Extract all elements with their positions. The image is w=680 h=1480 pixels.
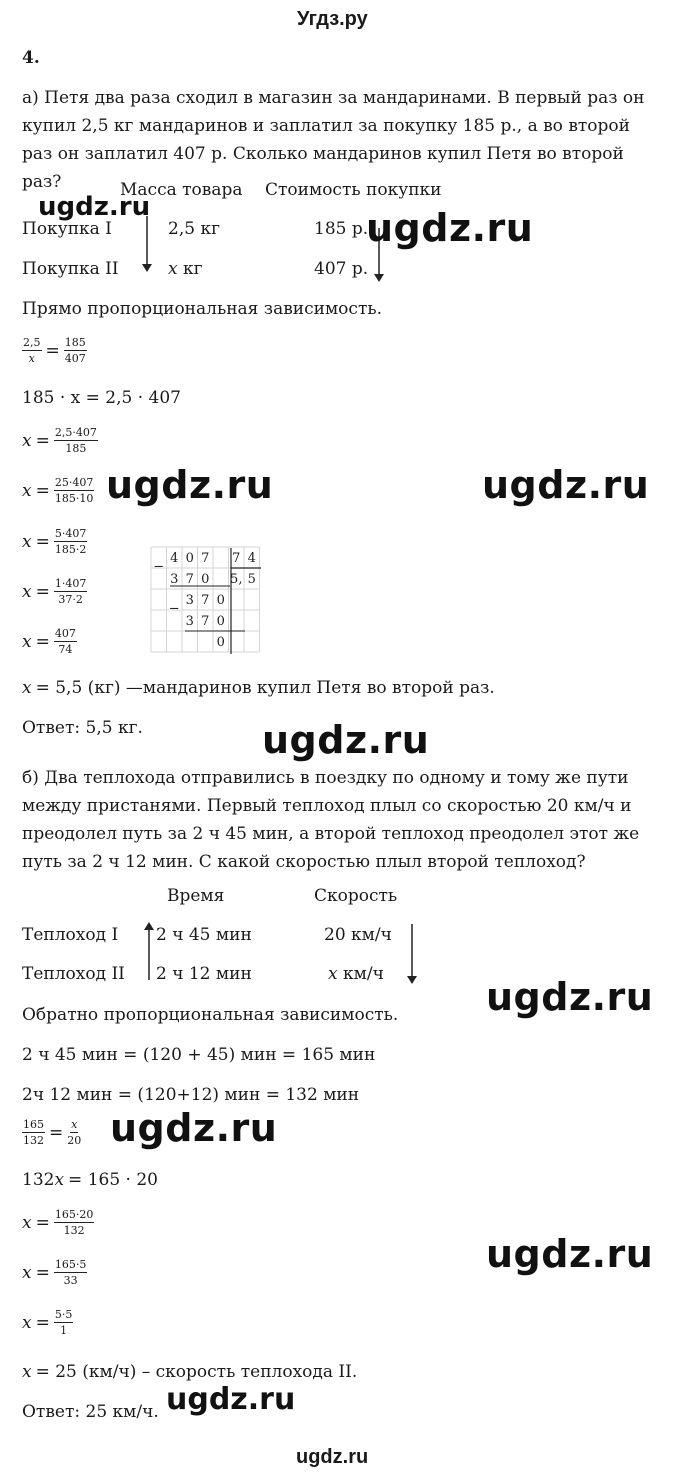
watermark: ugdz.ru	[166, 1382, 296, 1417]
subtrahend-digit: 7	[185, 572, 194, 587]
watermark: ugdz.ru	[38, 192, 151, 222]
equation-a1: $\frac{2,5}{x}$ = $\frac{185}{407}$	[23, 336, 86, 365]
minus-sign: −	[153, 559, 165, 575]
fraction: $\frac{407}{74}$	[54, 627, 76, 656]
col-time-header: Время	[167, 886, 225, 906]
fraction: $\frac{x}{20}$	[67, 1118, 82, 1147]
row-purchase-1-mass: 2,5 кг	[168, 219, 220, 239]
conversion-b1: 2 ч 45 мин = (120 + 45) мин = 165 мин	[22, 1045, 376, 1065]
problem-a-text: а) Петя два раза сходил в магазин за мандаринами. В первый раз он купил 2,5 кг мандаринов и заплатил за покупку 185 р., а во второй раз он заплатил 407 р. Сколько мандаринов купил Петя во второй раз?	[22, 88, 645, 192]
watermark: ugdz.ru	[262, 718, 430, 762]
fraction: $\frac{1\cdot 407}{37\cdot 2}$	[54, 577, 87, 606]
divisor-digit: 4	[247, 551, 256, 566]
answer-b: Ответ: 25 км/ч.	[22, 1402, 159, 1422]
row-ship-2-label: Теплоход II	[22, 964, 125, 984]
subtrahend-digit: 0	[201, 572, 210, 587]
equation-a5: x = $\frac{5\cdot 407}{185\cdot 2}$	[22, 527, 87, 556]
fraction: $\frac{2,5}{x}$	[23, 336, 41, 365]
row-ship-1-time: 2 ч 45 мин	[156, 925, 252, 945]
fraction: $\frac{5\cdot 407}{185\cdot 2}$	[54, 527, 87, 556]
site-footer: ugdz.ru	[296, 1446, 369, 1468]
fraction: $\frac{185}{407}$	[64, 336, 86, 365]
row-purchase-1-label: Покупка I	[22, 219, 112, 239]
relation-a: Прямо пропорциональная зависимость.	[22, 299, 383, 319]
watermark: ugdz.ru	[110, 1106, 278, 1150]
col-mass-header: Масса товара	[120, 180, 243, 200]
relation-b: Обратно пропорциональная зависимость.	[22, 1005, 399, 1025]
watermark: ugdz.ru	[486, 975, 654, 1019]
fraction: $\frac{165\cdot 5}{33}$	[54, 1258, 87, 1287]
equation-a6: x = $\frac{1\cdot 407}{37\cdot 2}$	[22, 577, 87, 606]
row-purchase-2-mass	[168, 259, 203, 279]
row-ship-2-speed	[328, 964, 384, 984]
equation-a4: x = $\frac{25\cdot 407}{185\cdot 10}$	[22, 476, 94, 505]
subtrahend-digit: 7	[201, 614, 210, 629]
fraction: $\frac{25\cdot 407}{185\cdot 10}$	[54, 476, 94, 505]
row-ship-2-time: 2 ч 12 мин	[156, 964, 252, 984]
long-division	[150, 546, 262, 656]
site-header: Угдз.ру	[297, 8, 368, 30]
quotient-digit: 5,	[230, 572, 243, 587]
watermark: ugdz.ru	[106, 463, 274, 507]
fraction: $\frac{5\cdot 5}{1}$	[54, 1308, 73, 1337]
var-x: x	[328, 964, 338, 984]
dividend-digit: 7	[201, 551, 210, 566]
result-b: x = 25 (км/ч) – скорость теплохода II.	[22, 1362, 358, 1382]
arrow-down-mass-icon	[140, 214, 154, 274]
dividend-digit: 4	[170, 551, 179, 566]
remainder-digit: 3	[185, 593, 194, 608]
unit-kg: кг	[183, 259, 203, 279]
result-a: x = 5,5 (кг) —мандаринов купил Петя во второй раз.	[22, 678, 495, 698]
remainder-digit: 0	[216, 635, 225, 650]
answer-a: Ответ: 5,5 кг.	[22, 718, 143, 738]
task-number: 4.	[22, 48, 40, 68]
unit-kmh: км/ч	[343, 964, 384, 984]
equation-b4: x = $\frac{165\cdot 5}{33}$	[22, 1258, 87, 1287]
subtrahend-digit: 3	[170, 572, 179, 587]
equation-a2: 185 · x = 2,5 · 407	[22, 388, 181, 408]
equation-b5: x = $\frac{5\cdot 5}{1}$	[22, 1308, 73, 1337]
arrow-down-speed-icon	[405, 922, 419, 988]
fraction: $\frac{2,5\cdot 407}{185}$	[54, 426, 97, 455]
arrow-up-time-icon	[142, 920, 156, 982]
equation-b1: $\frac{165}{132}$ = $\frac{x}{20}$	[23, 1118, 82, 1147]
col-speed-header: Скорость	[314, 886, 398, 906]
col-cost-header: Стоимость покупки	[265, 180, 442, 200]
dividend-digit: 0	[185, 551, 194, 566]
minus-sign: −	[168, 601, 180, 617]
watermark: ugdz.ru	[486, 1232, 654, 1276]
watermark: ugdz.ru	[482, 463, 650, 507]
row-purchase-2-label: Покупка II	[22, 259, 119, 279]
watermark: ugdz.ru	[366, 206, 534, 250]
row-ship-1-speed: 20 км/ч	[324, 925, 392, 945]
equation-b3: x = $\frac{165\cdot 20}{132}$	[22, 1208, 94, 1237]
fraction: $\frac{165\cdot 20}{132}$	[54, 1208, 94, 1237]
equation-b2: 132 x = 165 · 20	[22, 1170, 158, 1190]
row-ship-1-label: Теплоход I	[22, 925, 119, 945]
equation-a3: x = $\frac{2,5\cdot 407}{185}$	[22, 426, 97, 455]
divisor-digit: 7	[232, 551, 241, 566]
quotient-digit: 5	[247, 572, 256, 587]
var-x: x	[168, 259, 178, 279]
equation-a7: x = $\frac{407}{74}$	[22, 627, 76, 656]
subtrahend-digit: 3	[185, 614, 194, 629]
conversion-b2: 2ч 12 мин = (120+12) мин = 132 мин	[22, 1085, 360, 1105]
row-purchase-2-cost: 407 р.	[314, 259, 369, 279]
remainder-digit: 0	[216, 593, 225, 608]
remainder-digit: 7	[201, 593, 210, 608]
problem-b-text: б) Два теплохода отправились в поездку по одному и тому же пути между пристанями. Первый теплоход плыл со скоростью 20 км/ч и преодолел путь за 2 ч 45 мин, а второй теплоход преодолел этот же путь за 2 ч 12 мин. С какой скоростью плыл второй теплоход?	[22, 768, 640, 872]
row-purchase-1-cost: 185 р.	[314, 219, 369, 239]
fraction: $\frac{165}{132}$	[23, 1118, 44, 1147]
subtrahend-digit: 0	[216, 614, 225, 629]
